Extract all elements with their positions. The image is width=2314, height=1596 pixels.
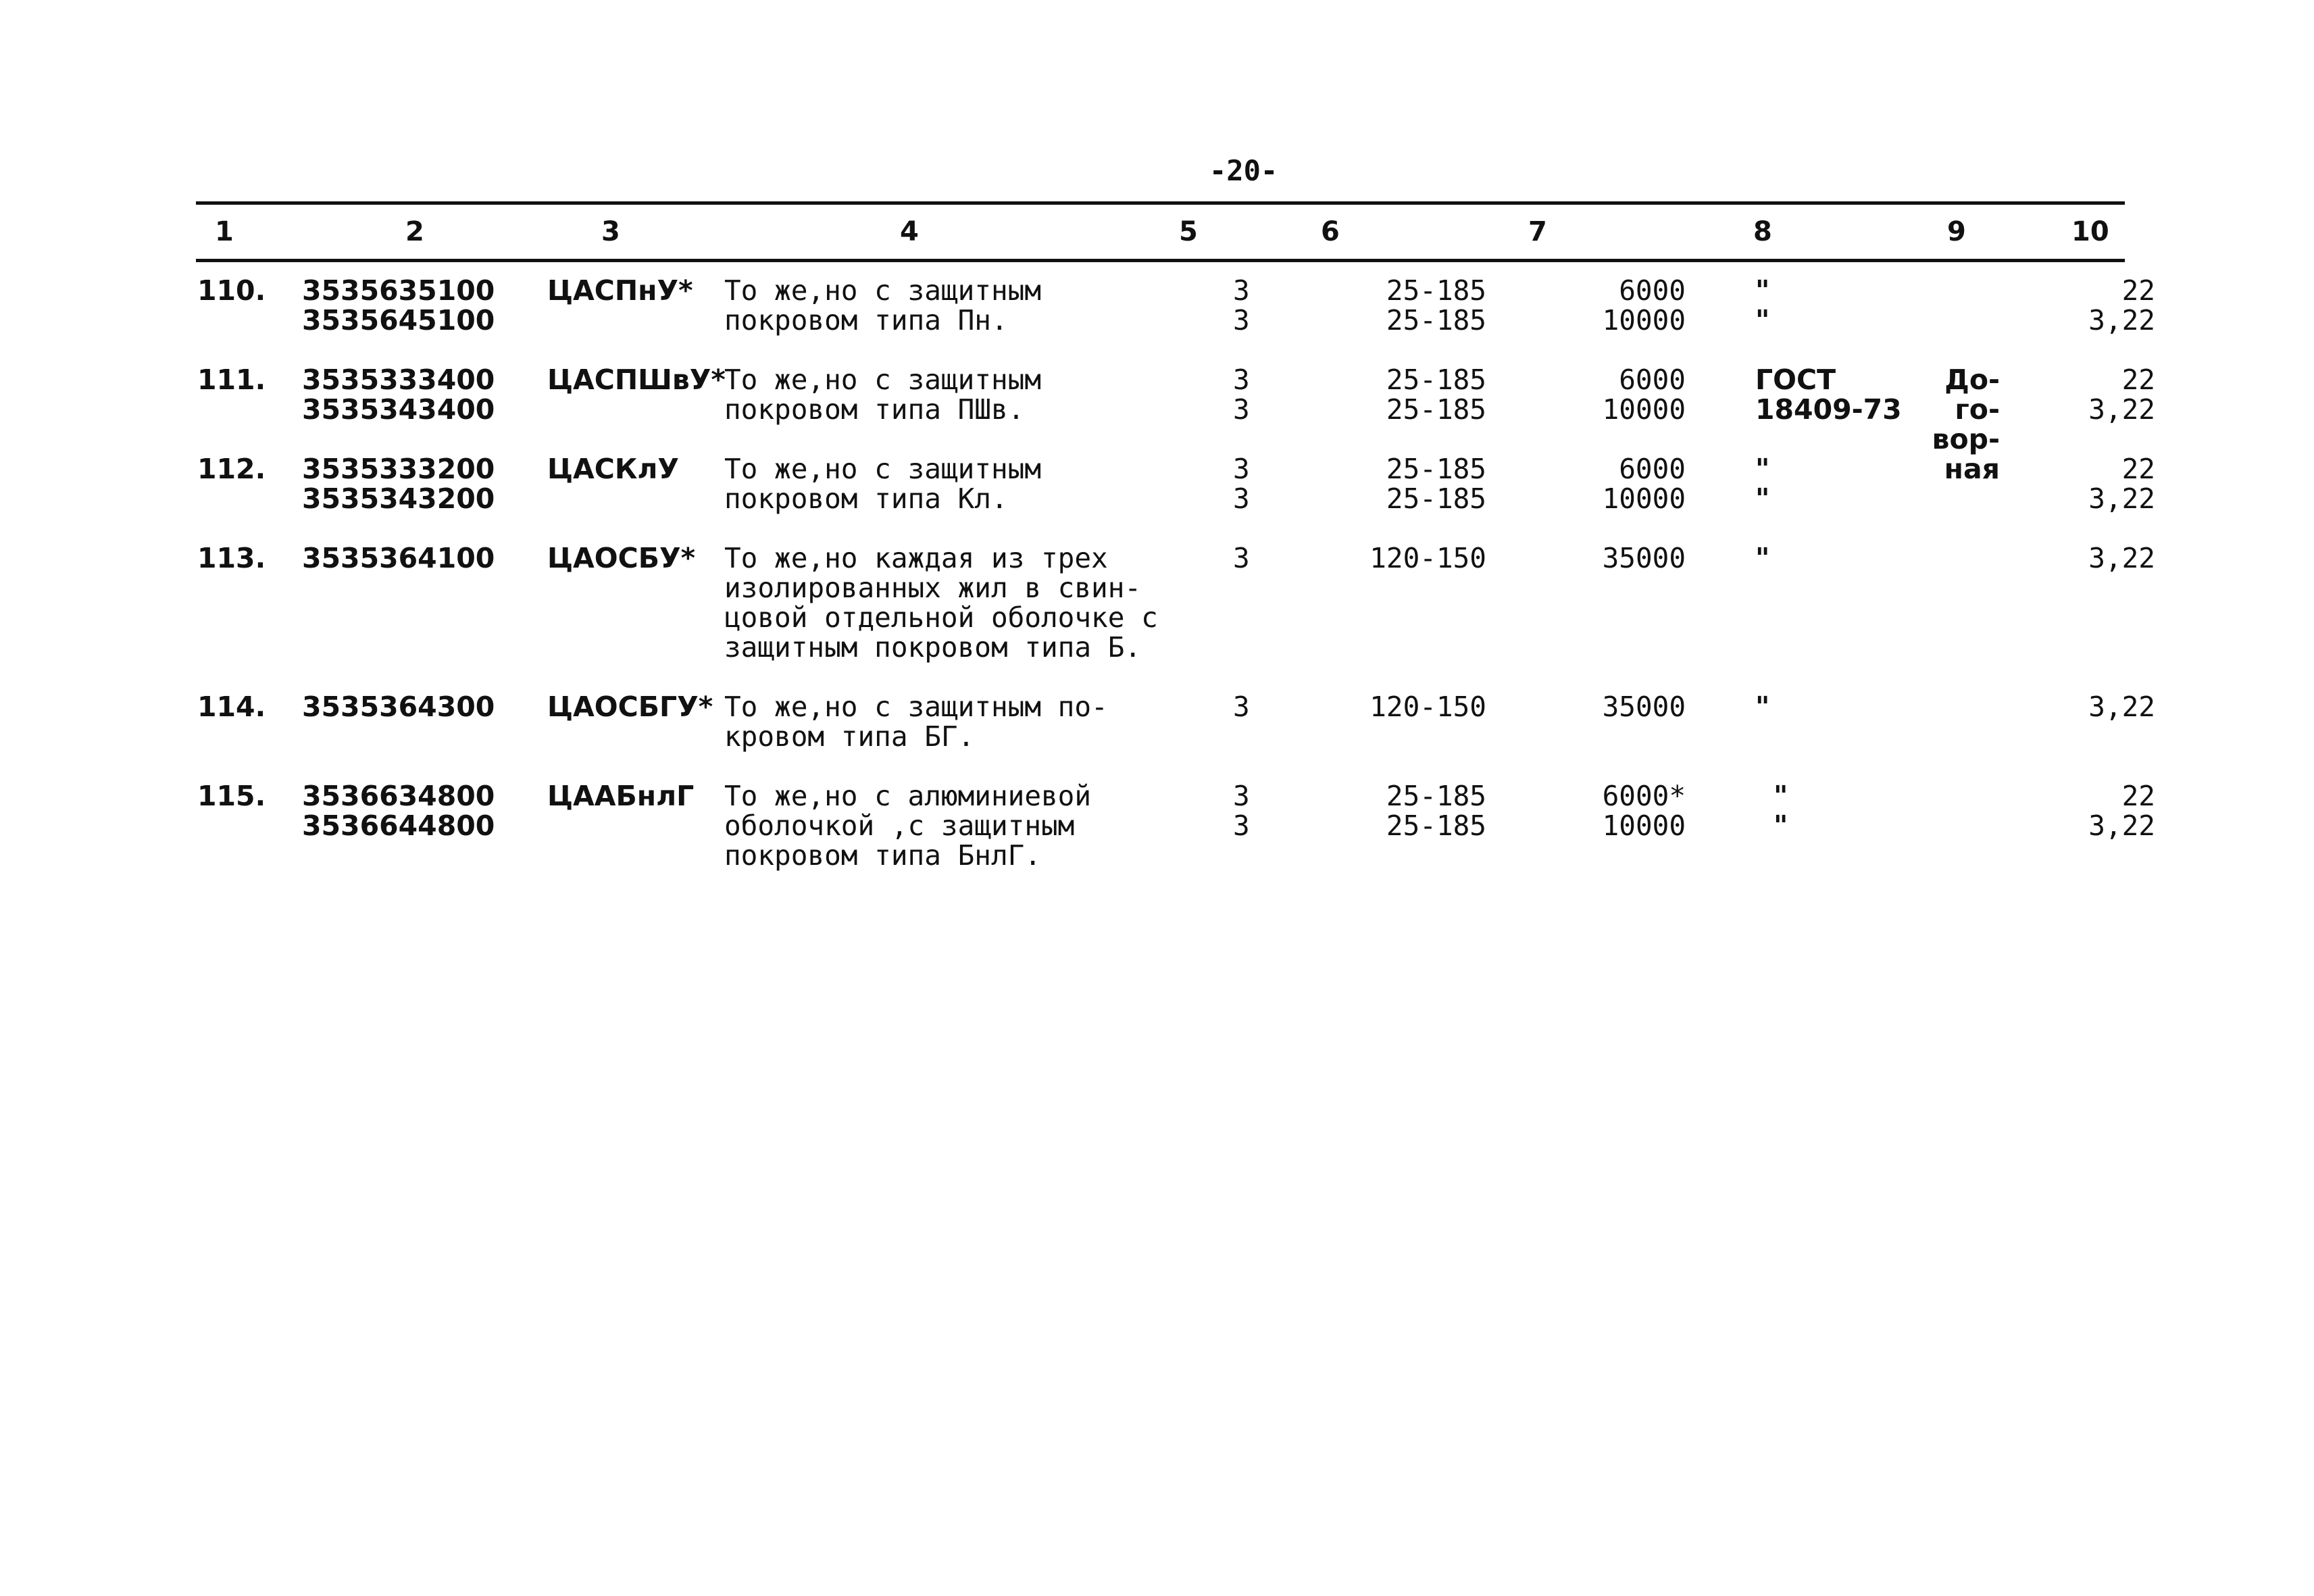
description: То же,но с защитным по- кровом типа БГ. — [724, 691, 1108, 753]
cores-count: 3 — [1233, 691, 1250, 723]
notes: 22 3,22 — [2088, 453, 2155, 515]
description: То же,но с алюминиевой оболочкой ,с защитным покровом типа БнлГ. — [724, 780, 1092, 872]
voltage: 6000 10000 — [1602, 274, 1686, 336]
column-header-6: 6 — [1321, 216, 1340, 247]
standard: " " — [1755, 453, 1770, 515]
header-rule — [196, 259, 2125, 262]
row-number: 114. — [197, 691, 266, 723]
product-code: 3535364100 — [302, 542, 495, 574]
cross-section: 25-185 25-185 — [1386, 274, 1486, 336]
standard: " " — [1774, 780, 1788, 842]
notes: 22 3,22 — [2088, 364, 2155, 426]
cable-mark: ЦААБнлГ — [547, 780, 695, 812]
price: До- го- вор- ная — [1932, 364, 2000, 485]
column-header-1: 1 — [215, 216, 234, 247]
cable-mark: ЦАСПнУ* — [547, 274, 693, 307]
row-number: 110. — [197, 274, 266, 307]
row-number: 115. — [197, 780, 266, 812]
cross-section: 25-185 25-185 — [1386, 364, 1486, 426]
cable-mark: ЦАОСБУ* — [547, 542, 696, 574]
product-code: 3535333400 3535343400 — [302, 364, 495, 426]
notes: 3,22 — [2088, 542, 2155, 574]
cores-count: 3 3 — [1233, 780, 1250, 842]
product-code: 3536634800 3536644800 — [302, 780, 495, 842]
standard: " " — [1755, 274, 1770, 336]
product-code: 3535364300 — [302, 691, 495, 723]
voltage: 6000 10000 — [1602, 453, 1686, 515]
notes: 22 3,22 — [2088, 274, 2155, 336]
voltage: 6000* 10000 — [1602, 780, 1686, 842]
row-number: 111. — [197, 364, 266, 396]
standard: ГОСТ 18409-73 — [1755, 364, 1902, 426]
column-header-9: 9 — [1947, 216, 1966, 247]
row-number: 112. — [197, 453, 266, 485]
top-rule — [196, 201, 2125, 205]
column-header-10: 10 — [2071, 216, 2109, 247]
cores-count: 3 — [1233, 542, 1250, 574]
row-number: 113. — [197, 542, 266, 574]
column-header-3: 3 — [601, 216, 620, 247]
product-code: 3535333200 3535343200 — [302, 453, 495, 515]
page-number: -20- — [1209, 154, 1278, 187]
cores-count: 3 3 — [1233, 364, 1250, 426]
voltage: 35000 — [1602, 691, 1686, 723]
cross-section: 120-150 — [1369, 542, 1486, 574]
notes: 3,22 — [2088, 691, 2155, 723]
description: То же,но каждая из трех изолированных жил в свин- цовой отдельной оболочке с защитным покровом типа Б. — [724, 542, 1158, 664]
description: То же,но с защитным покровом типа Пн. — [724, 274, 1041, 336]
notes: 22 3,22 — [2088, 780, 2155, 842]
column-header-4: 4 — [900, 216, 919, 247]
cable-mark: ЦАСПШвУ* — [547, 364, 726, 396]
cores-count: 3 3 — [1233, 453, 1250, 515]
product-code: 3535635100 3535645100 — [302, 274, 495, 336]
column-header-2: 2 — [405, 216, 424, 247]
cable-mark: ЦАОСБГУ* — [547, 691, 713, 723]
column-header-7: 7 — [1528, 216, 1547, 247]
cross-section: 120-150 — [1369, 691, 1486, 723]
standard: " — [1755, 542, 1770, 574]
description: То же,но с защитным покровом типа ПШв. — [724, 364, 1041, 426]
column-header-8: 8 — [1753, 216, 1772, 247]
cable-mark: ЦАСКлУ — [547, 453, 680, 485]
description: То же,но с защитным покровом типа Кл. — [724, 453, 1041, 515]
standard: " — [1755, 691, 1770, 723]
voltage: 35000 — [1602, 542, 1686, 574]
column-header-5: 5 — [1179, 216, 1198, 247]
cross-section: 25-185 25-185 — [1386, 453, 1486, 515]
cores-count: 3 3 — [1233, 274, 1250, 336]
cross-section: 25-185 25-185 — [1386, 780, 1486, 842]
voltage: 6000 10000 — [1602, 364, 1686, 426]
